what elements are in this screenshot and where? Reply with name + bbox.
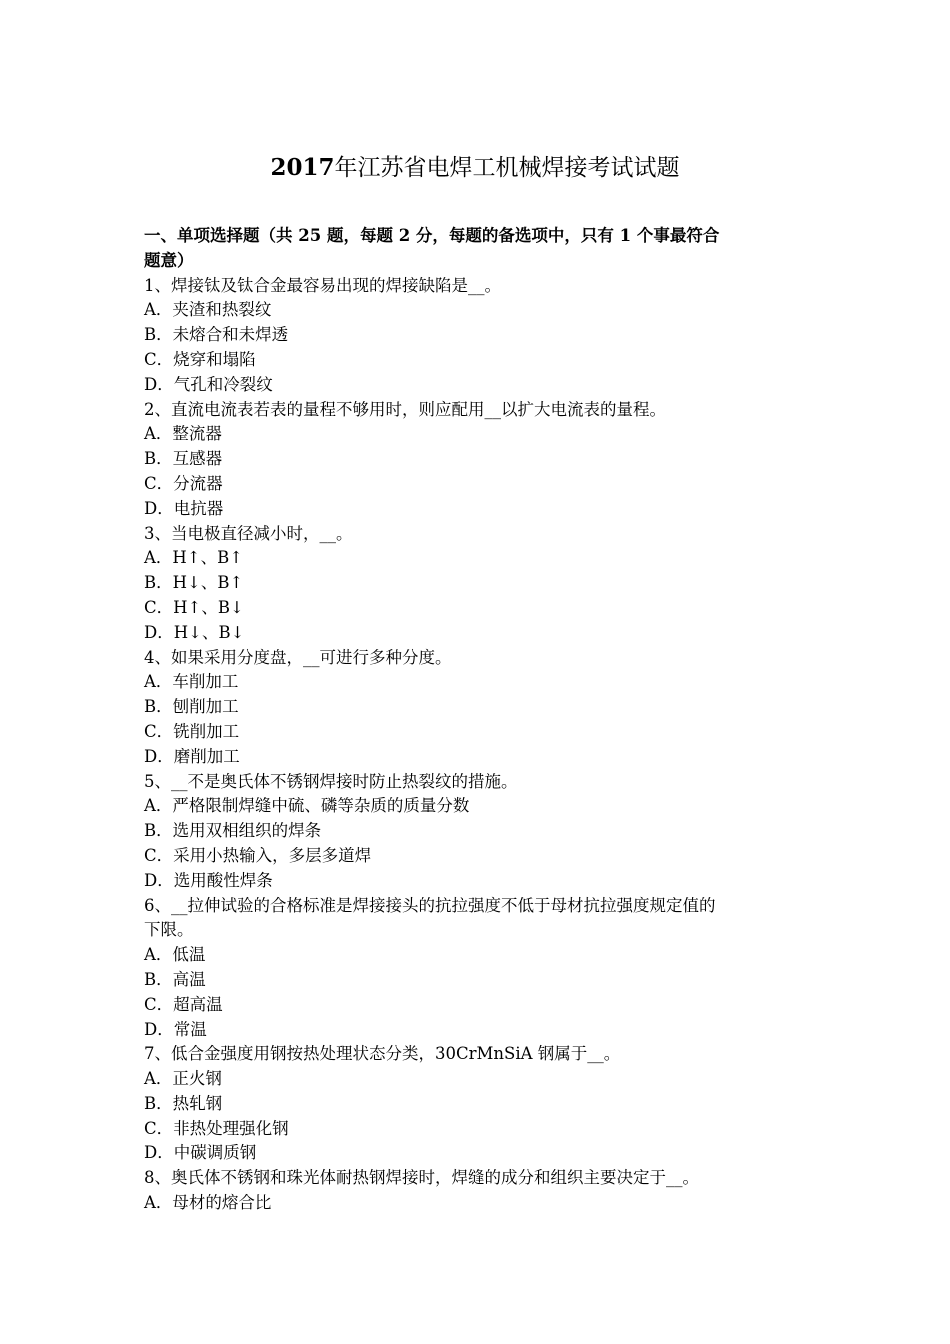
q7-option-a: A．正火钢 — [144, 1069, 222, 1089]
question-3: 3、当电极直径减小时，__。 — [144, 523, 353, 543]
q3-option-b: B．H↓、B↑ — [144, 573, 244, 593]
q1-option-b: B．未熔合和未焊透 — [144, 325, 289, 345]
q6-option-b: B．高温 — [144, 969, 206, 989]
q2-option-b: B．互感器 — [144, 449, 223, 469]
q4-option-c: C．铣削加工 — [144, 721, 240, 741]
question-2: 2、直流电流表若表的量程不够用时，则应配用__以扩大电流表的量程。 — [144, 399, 666, 419]
page-title — [0, 152, 950, 184]
q2-option-c: C．分流器 — [144, 473, 223, 493]
q5-option-c: C．采用小热输入，多层多道焊 — [144, 845, 372, 865]
q2-option-d: D．电抗器 — [144, 498, 224, 518]
document-body — [144, 224, 810, 1216]
q5-option-d: D．选用酸性焊条 — [144, 870, 273, 890]
q6-option-c: C．超高温 — [144, 994, 223, 1014]
q4-option-a: A．车削加工 — [144, 672, 239, 692]
question-6-cont: 下限。 — [144, 920, 194, 940]
q3-option-a: A．H↑、B↑ — [144, 548, 244, 568]
section-heading: 一、单项选择题（共 25 题，每题 2 分，每题的备选项中，只有 1 个事最符合 — [144, 226, 720, 245]
q1-option-d: D．气孔和冷裂纹 — [144, 374, 273, 394]
question-4: 4、如果采用分度盘，__可进行多种分度。 — [144, 647, 452, 667]
q7-option-c: C．非热处理强化钢 — [144, 1118, 289, 1138]
q1-option-a: A．夹渣和热裂纹 — [144, 300, 272, 320]
q6-option-a: A．低温 — [144, 945, 206, 965]
title-year: 2017 — [270, 154, 335, 181]
q6-option-d: D．常温 — [144, 1019, 207, 1039]
q4-option-b: B．刨削加工 — [144, 697, 239, 717]
q2-option-a: A．整流器 — [144, 424, 222, 444]
q5-option-b: B．选用双相组织的焊条 — [144, 821, 322, 841]
q7-option-b: B．热轧钢 — [144, 1093, 223, 1113]
q3-option-c: C．H↑、B↓ — [144, 597, 244, 617]
q3-option-d: D．H↓、B↓ — [144, 622, 245, 642]
q4-option-d: D．磨削加工 — [144, 746, 240, 766]
question-8: 8、奥氏体不锈钢和珠光体耐热钢焊接时，焊缝的成分和组织主要决定于__。 — [144, 1168, 699, 1188]
question-1: 1、焊接钛及钛合金最容易出现的焊接缺陷是__。 — [144, 275, 501, 295]
question-6: 6、__拉伸试验的合格标准是焊接接头的抗拉强度不低于母材抗拉强度规定值的 — [144, 895, 716, 915]
title-text: 年江苏省电焊工机械焊接考试试题 — [334, 155, 680, 181]
q1-option-c: C．烧穿和塌陷 — [144, 349, 256, 369]
section-heading-cont: 题意） — [144, 250, 194, 270]
q8-option-a: A．母材的熔合比 — [144, 1193, 272, 1213]
question-5: 5、__不是奥氏体不锈钢焊接时防止热裂纹的措施。 — [144, 771, 518, 791]
q5-option-a: A．严格限制焊缝中硫、磷等杂质的质量分数 — [144, 796, 470, 816]
q7-option-d: D．中碳调质钢 — [144, 1143, 257, 1163]
question-7: 7、低合金强度用钢按热处理状态分类，30CrMnSiA 钢属于__。 — [144, 1044, 621, 1064]
